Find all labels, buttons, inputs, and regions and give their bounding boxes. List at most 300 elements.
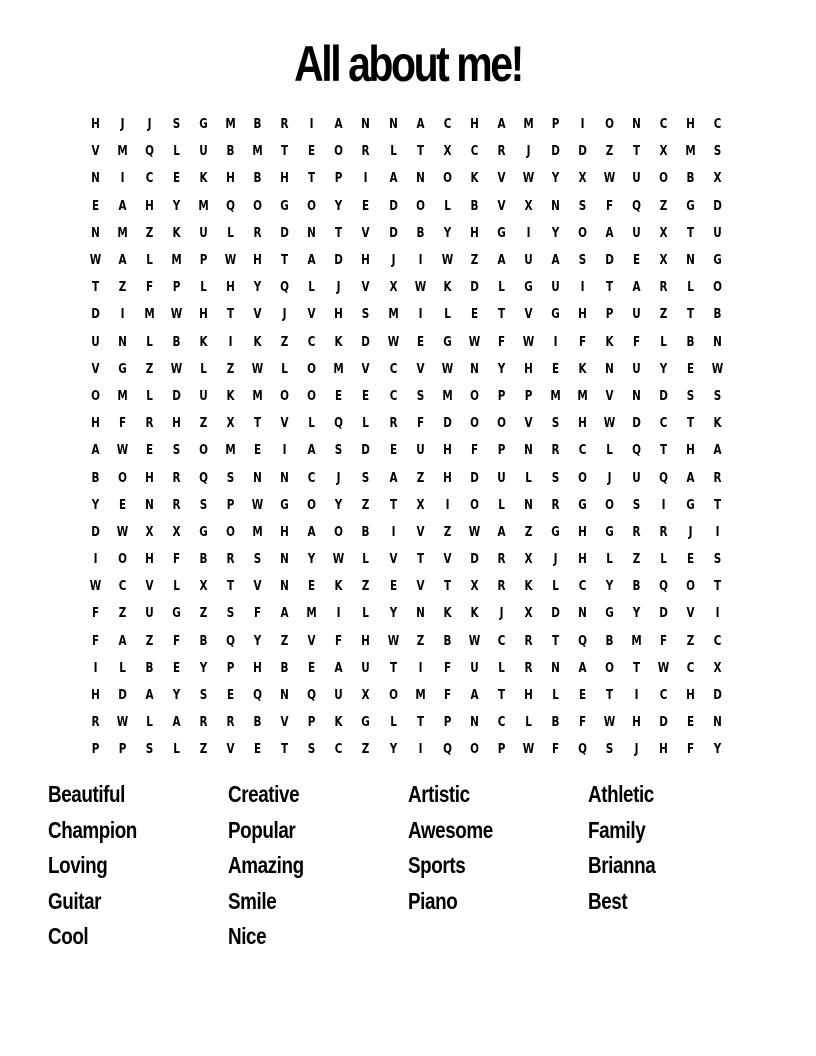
grid-letter: H [172, 416, 182, 432]
grid-letter: S [362, 307, 370, 323]
grid-letter: N [713, 715, 722, 731]
grid-letter: V [253, 579, 262, 595]
grid-letter: R [199, 715, 208, 731]
grid-letter: N [280, 688, 290, 704]
grid-letter: H [280, 171, 290, 187]
grid-letter: F [497, 334, 505, 350]
grid-letter: L [660, 334, 667, 350]
grid-letter: A [118, 198, 127, 214]
grid-letter: U [713, 225, 722, 241]
grid-letter: L [497, 280, 505, 296]
grid-letter: F [443, 660, 451, 676]
grid-letter: W [603, 416, 616, 432]
grid-letter: F [416, 416, 424, 432]
grid-letter: V [307, 633, 316, 649]
grid-letter: W [522, 742, 535, 758]
grid-letter: U [199, 225, 208, 241]
grid-letter: U [145, 606, 154, 622]
grid-letter: L [173, 742, 180, 758]
grid-letter: I [418, 253, 423, 269]
grid-letter: E [470, 307, 478, 323]
grid-letter: I [661, 497, 666, 513]
grid-letter: F [605, 198, 613, 214]
grid-letter: D [388, 198, 398, 214]
grid-row [82, 492, 732, 519]
grid-letter: T [227, 307, 235, 323]
grid-letter: G [686, 497, 695, 513]
grid-letter: P [335, 171, 343, 187]
grid-letter: Y [659, 361, 668, 377]
grid-letter: V [361, 361, 371, 377]
grid-letter: N [605, 361, 614, 377]
grid-letter: E [686, 715, 695, 731]
grid-letter: R [253, 225, 262, 241]
grid-letter: Y [551, 225, 560, 241]
grid-letter: I [580, 117, 585, 133]
grid-letter: B [199, 552, 208, 568]
grid-letter: H [523, 361, 533, 377]
grid-letter: T [714, 579, 722, 595]
grid-letter: R [551, 497, 560, 513]
grid-letter: M [550, 388, 561, 404]
grid-letter: B [713, 307, 722, 323]
grid-letter: R [524, 660, 533, 676]
grid-letter: A [280, 606, 289, 622]
grid-letter: X [713, 171, 722, 187]
word-list-item: Amazing [228, 852, 304, 879]
grid-letter: E [416, 334, 424, 350]
grid-letter: M [306, 606, 318, 622]
grid-letter: C [578, 579, 587, 595]
grid-letter: Y [254, 280, 262, 296]
grid-letter: S [686, 388, 695, 404]
grid-letter: V [307, 307, 316, 323]
grid-letter: R [497, 579, 506, 595]
grid-letter: K [443, 606, 452, 622]
grid-letter: T [497, 307, 505, 323]
grid-letter: N [415, 171, 425, 187]
grid-letter: N [118, 334, 127, 350]
grid-letter: E [308, 660, 316, 676]
grid-letter: M [117, 225, 128, 241]
grid-letter: M [333, 361, 345, 377]
grid-letter: N [469, 715, 479, 731]
word-list-item: Best [588, 887, 628, 914]
grid-letter: A [145, 688, 154, 704]
grid-row [82, 111, 732, 138]
grid-letter: T [632, 144, 641, 160]
grid-letter: X [172, 524, 181, 540]
grid-letter: A [172, 715, 181, 731]
grid-letter: B [551, 715, 560, 731]
grid-letter: H [686, 117, 695, 133]
grid-letter: V [524, 416, 533, 432]
grid-letter: I [228, 334, 233, 350]
grid-letter: R [632, 524, 641, 540]
grid-letter: Q [307, 688, 317, 704]
grid-letter: H [91, 117, 100, 133]
grid-letter: S [335, 443, 343, 459]
grid-letter: S [308, 742, 316, 758]
grid-letter: B [172, 334, 181, 350]
grid-letter: W [468, 334, 480, 350]
grid-letter: O [280, 388, 290, 404]
grid-letter: Q [632, 443, 641, 459]
grid-letter: R [280, 117, 289, 133]
grid-letter: S [145, 742, 154, 758]
grid-letter: X [713, 660, 722, 676]
grid-letter: O [253, 198, 263, 214]
grid-letter: T [335, 225, 343, 241]
grid-letter: T [389, 497, 397, 513]
grid-letter: M [198, 198, 209, 214]
grid-letter: H [442, 470, 452, 486]
grid-letter: V [253, 307, 262, 323]
grid-row [82, 736, 732, 763]
grid-letter: L [200, 280, 208, 296]
grid-letter: N [145, 497, 154, 513]
grid-letter: W [225, 253, 237, 269]
grid-letter: D [334, 253, 344, 269]
grid-letter: K [713, 416, 722, 432]
grid-letter: W [522, 334, 535, 350]
grid-letter: M [631, 633, 642, 649]
grid-letter: E [389, 579, 397, 595]
grid-letter: H [199, 307, 209, 323]
grid-letter: B [686, 334, 695, 350]
grid-letter: V [416, 361, 425, 377]
grid-letter: I [364, 171, 368, 187]
grid-letter: W [711, 361, 724, 377]
grid-letter: I [634, 688, 639, 704]
grid-letter: F [443, 688, 451, 704]
grid-letter: M [225, 117, 236, 133]
grid-letter: D [578, 144, 587, 160]
grid-letter: Y [389, 742, 397, 758]
grid-letter: T [308, 171, 316, 187]
grid-letter: A [686, 470, 695, 486]
grid-letter: V [497, 171, 506, 187]
grid-letter: I [445, 497, 450, 513]
grid-letter: B [199, 633, 208, 649]
grid-letter: U [469, 660, 479, 676]
grid-letter: D [605, 253, 614, 269]
grid-row [82, 274, 732, 301]
grid-letter: C [470, 144, 478, 160]
grid-letter: D [469, 552, 479, 568]
grid-row [82, 628, 732, 655]
grid-letter: O [604, 117, 614, 133]
grid-letter: E [686, 361, 695, 377]
grid-letter: W [657, 660, 670, 676]
grid-letter: U [199, 144, 208, 160]
grid-letter: Z [416, 470, 424, 486]
grid-letter: V [91, 361, 100, 377]
grid-letter: D [659, 606, 668, 622]
grid-letter: T [281, 742, 289, 758]
grid-letter: S [551, 416, 560, 432]
grid-letter: J [147, 117, 152, 133]
grid-letter: C [443, 117, 451, 133]
grid-row [82, 519, 732, 546]
grid-letter: Y [254, 633, 262, 649]
grid-letter: U [632, 171, 641, 187]
grid-letter: S [254, 552, 262, 568]
grid-letter: F [686, 742, 695, 758]
grid-letter: Q [334, 416, 344, 432]
grid-letter: L [173, 144, 180, 160]
grid-letter: H [91, 688, 100, 704]
grid-letter: G [496, 225, 506, 241]
grid-letter: B [145, 660, 154, 676]
grid-letter: L [606, 443, 613, 459]
grid-letter: C [335, 742, 343, 758]
grid-letter: P [551, 117, 560, 133]
grid-letter: Y [308, 552, 316, 568]
grid-letter: C [389, 388, 397, 404]
word-list-item: Popular [228, 816, 296, 843]
grid-letter: T [551, 633, 559, 649]
grid-letter: F [173, 552, 181, 568]
grid-letter: W [333, 552, 345, 568]
grid-letter: N [632, 117, 641, 133]
grid-letter: L [227, 225, 235, 241]
grid-letter: Q [659, 579, 668, 595]
grid-letter: S [578, 253, 587, 269]
grid-letter: J [391, 253, 395, 269]
word-list-item: Nice [228, 923, 267, 950]
grid-letter: O [713, 280, 723, 296]
grid-letter: E [362, 388, 370, 404]
grid-letter: I [580, 280, 585, 296]
grid-letter: M [171, 253, 182, 269]
grid-letter: R [389, 416, 398, 432]
grid-letter: B [362, 524, 370, 540]
grid-letter: X [659, 253, 668, 269]
grid-letter: B [91, 470, 100, 486]
grid-letter: Z [443, 524, 451, 540]
grid-letter: Y [199, 660, 208, 676]
grid-letter: U [496, 470, 506, 486]
grid-letter: Q [577, 633, 587, 649]
grid-letter: S [551, 470, 560, 486]
grid-row [82, 356, 732, 383]
grid-letter: C [713, 117, 722, 133]
grid-letter: B [253, 715, 262, 731]
grid-letter: V [605, 388, 614, 404]
grid-letter: A [416, 117, 425, 133]
grid-letter: F [173, 633, 181, 649]
grid-letter: R [713, 470, 722, 486]
grid-letter: F [470, 443, 478, 459]
grid-letter: U [632, 307, 641, 323]
grid-letter: J [120, 117, 125, 133]
grid-letter: Z [118, 280, 127, 296]
grid-letter: N [361, 117, 371, 133]
grid-letter: H [632, 715, 641, 731]
word-list-item: Artistic [408, 781, 470, 807]
grid-letter: G [172, 606, 181, 622]
grid-letter: H [334, 307, 344, 323]
grid-letter: O [604, 660, 614, 676]
grid-letter: B [632, 579, 641, 595]
grid-letter: H [686, 443, 695, 459]
grid-letter: O [577, 470, 587, 486]
grid-letter: Q [442, 742, 452, 758]
grid-letter: E [254, 443, 262, 459]
grid-letter: C [118, 579, 127, 595]
grid-letter: D [361, 443, 371, 459]
grid-letter: L [146, 388, 153, 404]
grid-letter: K [578, 361, 587, 377]
grid-letter: R [659, 280, 668, 296]
grid-letter: S [713, 552, 722, 568]
grid-letter: I [715, 524, 720, 540]
grid-letter: O [469, 416, 479, 432]
grid-letter: V [280, 715, 289, 731]
grid-letter: M [387, 307, 399, 323]
grid-letter: U [632, 225, 641, 241]
grid-letter: T [389, 660, 397, 676]
grid-letter: X [659, 225, 668, 241]
grid-letter: A [497, 524, 506, 540]
grid-letter: I [337, 606, 341, 622]
grid-letter: L [362, 552, 370, 568]
grid-letter: Z [362, 742, 370, 758]
grid-letter: Y [551, 171, 560, 187]
grid-letter: F [632, 334, 641, 350]
grid-letter: W [468, 633, 480, 649]
grid-letter: L [606, 552, 613, 568]
grid-letter: Z [199, 742, 208, 758]
grid-letter: N [415, 606, 425, 622]
grid-letter: F [578, 715, 586, 731]
grid-letter: X [443, 144, 452, 160]
grid-letter: E [254, 742, 262, 758]
grid-letter: A [605, 225, 614, 241]
grid-letter: F [578, 334, 586, 350]
grid-letter: H [226, 171, 236, 187]
grid-letter: Y [172, 198, 181, 214]
grid-letter: H [578, 552, 587, 568]
grid-letter: Q [253, 688, 263, 704]
grid-letter: D [659, 715, 668, 731]
grid-letter: J [282, 307, 287, 323]
grid-letter: Q [199, 470, 209, 486]
grid-letter: B [253, 117, 262, 133]
grid-letter: X [659, 144, 668, 160]
grid-letter: E [308, 579, 316, 595]
grid-letter: C [308, 470, 316, 486]
grid-letter: C [145, 171, 154, 187]
grid-letter: D [469, 280, 479, 296]
grid-letter: G [551, 307, 560, 323]
grid-letter: L [173, 579, 180, 595]
grid-letter: D [632, 416, 641, 432]
grid-letter: V [145, 579, 154, 595]
grid-letter: P [497, 443, 506, 459]
grid-letter: H [361, 253, 371, 269]
grid-letter: C [686, 660, 695, 676]
grid-letter: S [605, 742, 614, 758]
grid-letter: N [307, 225, 317, 241]
grid-letter: V [389, 552, 398, 568]
grid-letter: I [418, 307, 423, 323]
grid-letter: L [146, 334, 153, 350]
grid-letter: D [713, 198, 722, 214]
grid-letter: N [91, 171, 100, 187]
grid-letter: L [443, 307, 451, 323]
grid-letter: O [442, 171, 452, 187]
grid-letter: P [226, 497, 235, 513]
grid-letter: W [89, 579, 102, 595]
grid-letter: X [578, 171, 587, 187]
grid-letter: X [524, 606, 533, 622]
grid-letter: V [91, 144, 100, 160]
grid-letter: X [470, 579, 479, 595]
grid-letter: O [307, 198, 317, 214]
grid-letter: Q [659, 470, 668, 486]
grid-letter: S [632, 497, 641, 513]
grid-letter: D [713, 688, 722, 704]
grid-letter: J [337, 280, 341, 296]
grid-letter: U [334, 688, 344, 704]
grid-letter: A [91, 443, 100, 459]
grid-letter: D [551, 144, 560, 160]
grid-letter: F [146, 280, 154, 296]
grid-letter: L [552, 688, 559, 704]
grid-letter: N [280, 552, 290, 568]
grid-letter: A [307, 253, 316, 269]
grid-letter: R [226, 552, 235, 568]
grid-letter: E [119, 497, 127, 513]
grid-letter: L [308, 280, 316, 296]
grid-letter: G [524, 280, 533, 296]
grid-letter: E [335, 388, 343, 404]
grid-letter: T [254, 416, 262, 432]
grid-letter: H [578, 416, 587, 432]
grid-letter: B [226, 144, 235, 160]
grid-letter: G [605, 524, 614, 540]
grid-letter: F [119, 416, 127, 432]
grid-row [82, 165, 732, 192]
grid-letter: O [199, 443, 209, 459]
grid-letter: P [118, 742, 127, 758]
grid-letter: T [605, 688, 613, 704]
grid-letter: U [524, 253, 533, 269]
grid-row [82, 383, 732, 410]
grid-letter: Z [281, 633, 289, 649]
grid-letter: Z [416, 633, 424, 649]
grid-letter: N [523, 443, 533, 459]
grid-letter: A [307, 524, 316, 540]
word-list-item: Beautiful [48, 781, 125, 807]
grid-letter: L [687, 280, 694, 296]
grid-letter: N [578, 606, 587, 622]
grid-letter: M [252, 524, 263, 540]
grid-letter: S [172, 117, 181, 133]
grid-row [82, 301, 732, 328]
grid-letter: T [227, 579, 235, 595]
grid-letter: H [145, 552, 154, 568]
word-list-item: Champion [48, 816, 137, 843]
grid-letter: B [443, 633, 452, 649]
grid-letter: H [253, 253, 263, 269]
grid-letter: A [389, 470, 398, 486]
grid-letter: F [335, 633, 343, 649]
grid-letter: V [497, 198, 506, 214]
grid-letter: G [713, 253, 722, 269]
